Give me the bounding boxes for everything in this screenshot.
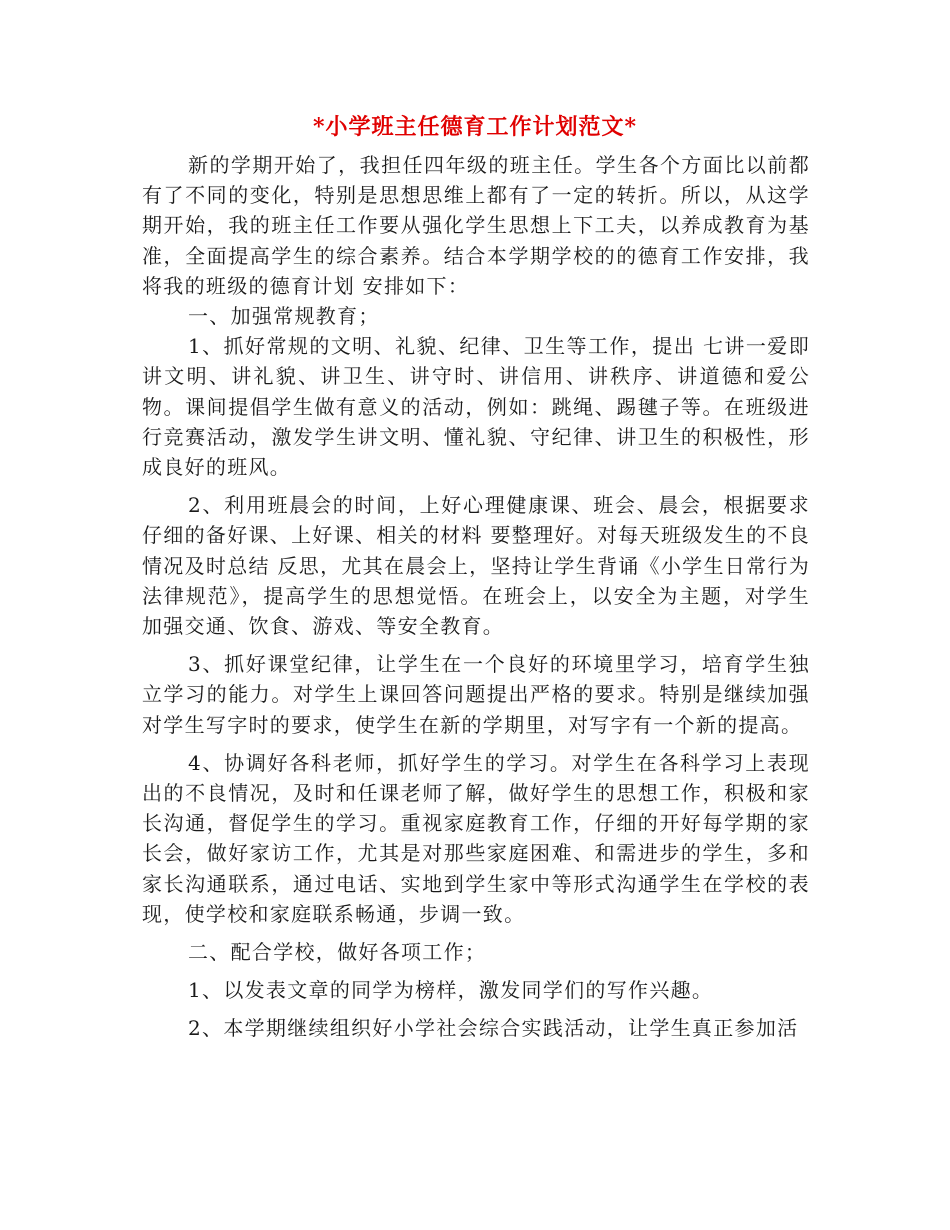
section-heading-2: 二、配合学校，做好各项工作；: [188, 940, 487, 965]
paragraph-item-1-4: 4、协调好各科老师，抓好学生的学习。对学生在各科学习上表现出的不良情况，及时和任课老师了解，做好学生的思想工作，积极和家长沟通，督促学生的学习。重视家庭教育工作，仔细的开好每学期的家长会，做好家访工作，尤其是对那些家庭困难、和需进步的学生，多和家长沟通联系，通过电话、实地到学生家中等形式沟通学生在学校的表现，使学校和家庭联系畅通，步调一致。: [142, 750, 810, 926]
paragraph-intro: 新的学期开始了，我担任四年级的班主任。学生各个方面比以前都有了不同的变化，特别是思想思维上都有了一定的转折。所以，从这学期开始，我的班主任工作要从强化学生思想上下工夫，以养成教育为基准，全面提高学生的综合素养。结合本学期学校的的德育工作安排，我将我的班级的德育计划 安排如下：: [142, 153, 810, 298]
paragraph-item-1-1: 1、抓好常规的文明、礼貌、纪律、卫生等工作，提出 七讲一爱即讲文明、讲礼貌、讲卫生、讲守时、讲信用、讲秩序、讲道德和爱公物。课间提倡学生做有意义的活动，例如：跳绳、踢毽子等。在班级进行竞赛活动，激发学生讲文明、懂礼貌、守纪律、讲卫生的积极性，形成良好的班风。: [142, 334, 810, 480]
paragraph-item-2-1: 1、以发表文章的同学为榜样，激发同学们的写作兴趣。: [188, 978, 714, 1003]
document-title: *小学班主任德育工作计划范文*: [312, 114, 637, 140]
paragraph-item-2-2: 2、本学期继续组织好小学社会综合实践活动，让学生真正参加活: [188, 1016, 799, 1041]
paragraph-item-1-3: 3、抓好课堂纪律，让学生在一个良好的环境里学习，培育学生独立学习的能力。对学生上课回答问题提出严格的要求。特别是继续加强对学生写字时的要求，使学生在新的学期里，对写字有一个新的提高。: [142, 652, 810, 737]
section-heading-1: 一、加强常规教育；: [188, 304, 380, 329]
document-body: [142, 150, 810, 1044]
paragraph-item-1-2: 2、利用班晨会的时间，上好心理健康课、班会、晨会，根据要求仔细的备好课、上好课、相关的材料 要整理好。对每天班级发生的不良情况及时总结 反思，尤其在晨会上，坚持让学生背诵《小学生日常行为法律规范》，提高学生的思想觉悟。在班会上，以安全为主题，对学生加强交通、饮食、游戏、等安全教育。: [142, 493, 810, 639]
